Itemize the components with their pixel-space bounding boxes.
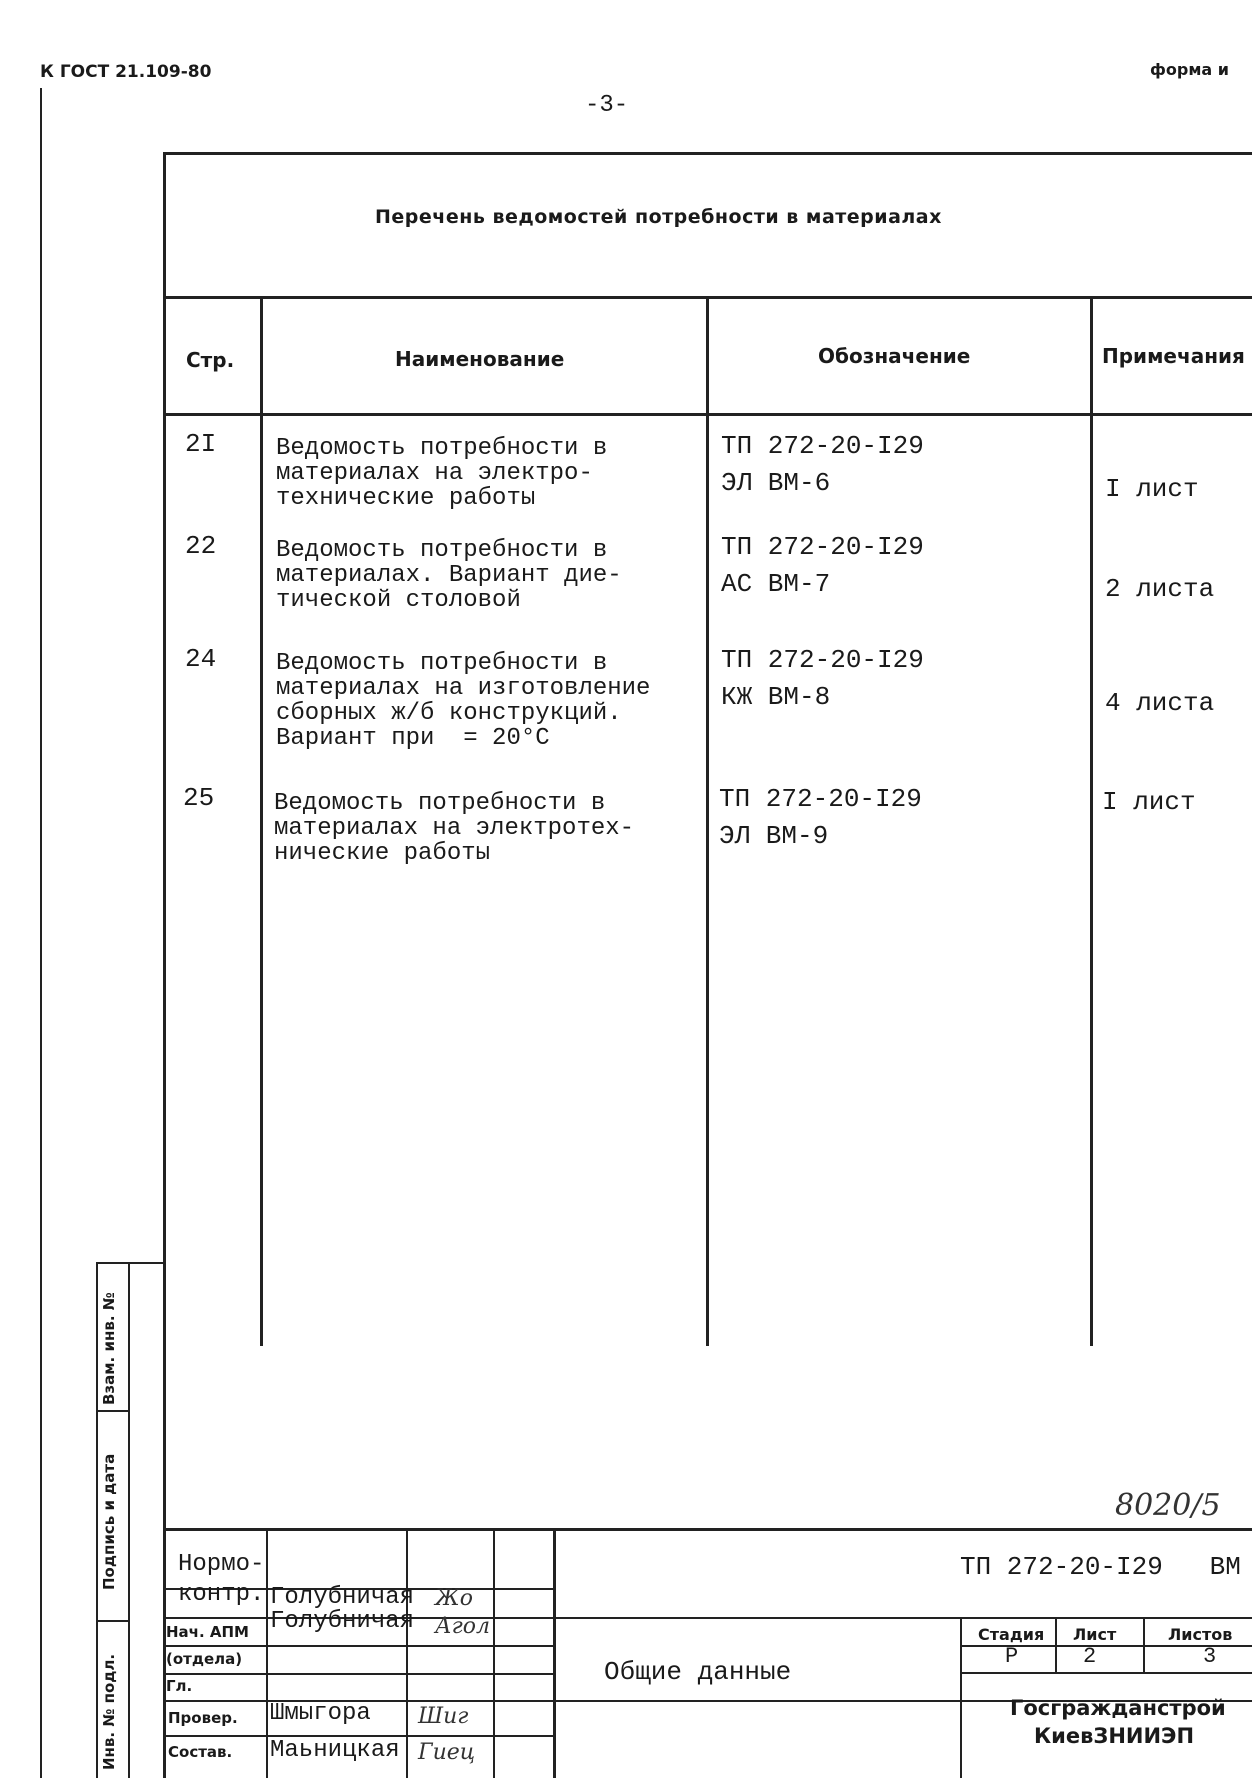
col-header-notes: Примечания <box>1102 344 1245 368</box>
signature-1: Жо <box>435 1586 473 1611</box>
col-sep-3 <box>1090 296 1093 1346</box>
frame-inner-left-line <box>163 152 166 1778</box>
table-row-note: I лист <box>1102 787 1196 817</box>
table-row-page: 22 <box>185 531 217 561</box>
role-chief: Гл. <box>166 1677 193 1695</box>
stamp-doc-title: Общие данные <box>604 1657 792 1687</box>
archive-number: 8020/5 <box>1115 1488 1221 1523</box>
table-row-code: ТП 272-20-I29 <box>721 532 924 562</box>
table-row-name: Ведомость потребности в материалах. Вариант дие- тической столовой <box>276 537 622 614</box>
table-row-name: Ведомость потребности в материалах на электро- технические работы <box>276 435 608 512</box>
table-row-page: 24 <box>185 644 217 674</box>
frame-left-line <box>40 88 42 1778</box>
table-row-code: ТП 272-20-I29 <box>719 784 922 814</box>
role-checked: Провер. <box>168 1709 238 1727</box>
sheet-value: 2 <box>1083 1644 1097 1669</box>
table-row-name: Ведомость потребности в материалах на электротех- нические работы <box>274 790 635 867</box>
col-header-name: Наименование <box>395 347 565 371</box>
role-department: (отдела) <box>166 1650 243 1668</box>
table-row-subcode: ЭЛ ВМ-9 <box>719 821 829 851</box>
table-row-code: ТП 272-20-I29 <box>721 431 924 461</box>
signature-4: Гиец <box>418 1740 476 1765</box>
sheets-value: 3 <box>1203 1644 1217 1669</box>
table-row-note: 4 листа <box>1105 688 1215 718</box>
table-row-page: 2I <box>185 429 217 459</box>
organization-institute: КиевЗНИИЭП <box>1034 1724 1195 1748</box>
stamp-row-line-4 <box>163 1673 554 1675</box>
role-head: Нач. АПМ <box>166 1623 249 1641</box>
side-label-inv-vzam: Взам. инв. № <box>100 1292 118 1405</box>
signature-2: Агол <box>435 1614 491 1639</box>
table-row-subcode: АС ВМ-7 <box>721 569 831 599</box>
stamp-col-4 <box>553 1528 556 1778</box>
document-title: Перечень ведомостей потребности в материалах <box>375 206 942 228</box>
organization-name: Госгражданстрой <box>1010 1696 1226 1720</box>
stamp-row-line-3 <box>163 1645 554 1647</box>
side-box-left-line <box>96 1262 98 1778</box>
form-label: форма и <box>1150 60 1229 79</box>
table-row-note: I лист <box>1105 474 1199 504</box>
name-composed: Маьницкая <box>270 1737 400 1764</box>
side-label-inv-podl: Инв. № подл. <box>100 1653 118 1770</box>
table-row-name: Ведомость потребности в материалах на изготовление сборных ж/б конструкций. Вариант при = 20°С <box>276 650 651 752</box>
table-row-page: 25 <box>183 783 215 813</box>
role-composed: Состав. <box>168 1743 233 1761</box>
sheets-label: Листов <box>1168 1625 1233 1644</box>
table-row-code: ТП 272-20-I29 <box>721 645 924 675</box>
side-box-top <box>96 1262 164 1264</box>
side-box-right-line <box>128 1262 130 1778</box>
table-row-subcode: КЖ ВМ-8 <box>721 682 831 712</box>
stamp-col-3 <box>493 1528 495 1778</box>
name-head: Голубничая <box>270 1608 415 1635</box>
frame-top-line <box>163 152 1252 155</box>
gost-reference: К ГОСТ 21.109-80 <box>40 62 212 82</box>
signature-3: Шиг <box>418 1704 469 1729</box>
col-header-page: Стр. <box>186 348 235 372</box>
col-header-code: Обозначение <box>818 344 971 368</box>
side-box-sep-2 <box>96 1620 130 1622</box>
name-checked: Шмыгора <box>270 1700 371 1727</box>
table-row-note: 2 листа <box>1105 574 1215 604</box>
side-box-sep-1 <box>96 1410 130 1412</box>
name-normocontrol: Голубничая <box>270 1584 415 1611</box>
stamp-stage-bottom <box>960 1672 1252 1674</box>
col-sep-2 <box>706 296 709 1346</box>
table-row-subcode: ЭЛ ВМ-6 <box>721 468 831 498</box>
stamp-col-5 <box>960 1617 962 1778</box>
stamp-col-2 <box>406 1528 408 1778</box>
stage-value: Р <box>1005 1644 1019 1669</box>
stamp-doc-code: ТП 272-20-I29 ВМ <box>960 1552 1241 1582</box>
stage-label: Стадия <box>978 1625 1045 1644</box>
page-number: -3- <box>585 92 629 119</box>
stamp-col-1 <box>266 1528 268 1778</box>
col-sep-1 <box>260 296 263 1346</box>
sheet-label: Лист <box>1073 1625 1117 1644</box>
role-normocontrol: Нормо- контр. <box>178 1551 265 1608</box>
stamp-top-line <box>163 1528 1252 1531</box>
side-label-podpis: Подпись и дата <box>100 1453 118 1590</box>
